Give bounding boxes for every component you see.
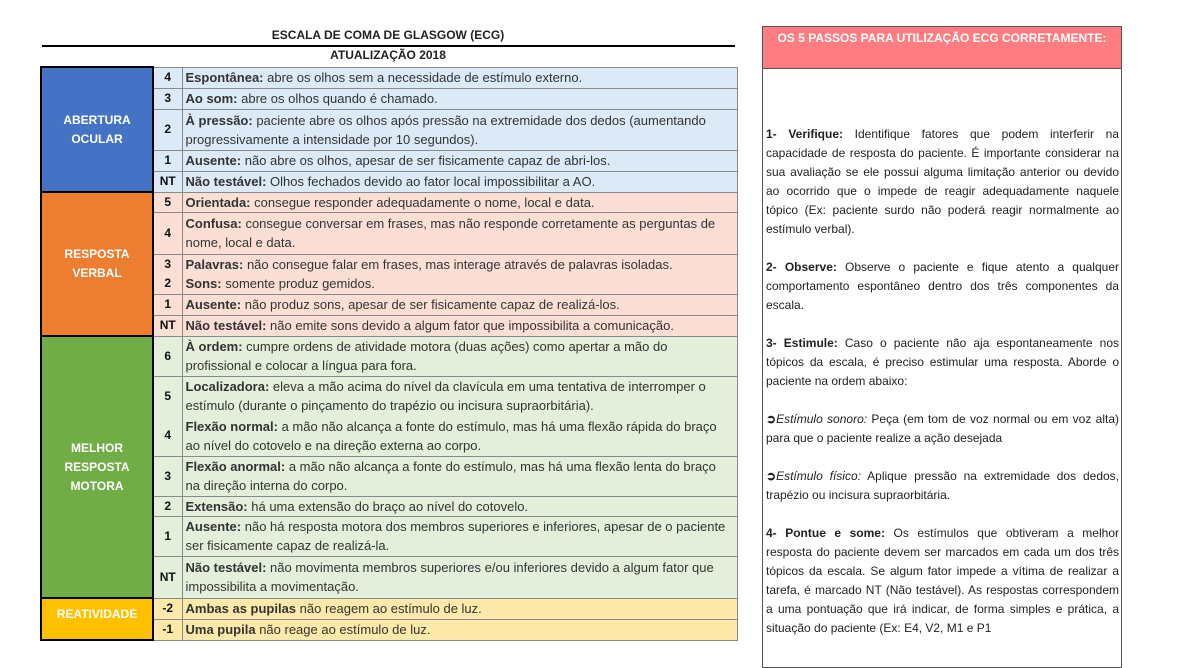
category-ocular: ABERTURA OCULAR bbox=[41, 67, 153, 192]
category-pupilar: REATIVIDADE bbox=[41, 598, 153, 640]
score-cell: 1 bbox=[153, 150, 182, 171]
description-cell: Uma pupila não reage ao estímulo de luz. bbox=[182, 619, 737, 640]
score-cell: -2 bbox=[153, 598, 182, 619]
description-cell: À ordem: cumpre ordens de atividade motora (duas ações) como apertar a mão do profissional e colocar a língua para fora. bbox=[182, 336, 737, 376]
score-cell: -1 bbox=[153, 619, 182, 640]
step-score: 4- Pontue e some: Os estímulos que obtiveram a melhor resposta do paciente devem ser marcados em cada um dos três tópicos da escala. Se algum fator impede a vítima de realizar a tarefa, é marcado NT (Não testável). As respostas correspondem a uma pontuação que irá indicar, de forma simples e prática, a situação do paciente (Ex: E4, V2, M1 e P1 bbox=[766, 526, 1119, 635]
description-cell: Localizadora: eleva a mão acima do nível da clavícula em uma tentativa de interromper o estímulo (durante o pinçamento do trapézio ou incisura supraorbitária). bbox=[182, 376, 737, 416]
score-cell: 2 bbox=[153, 274, 182, 294]
score-cell: 2 bbox=[153, 109, 182, 150]
description-cell: Ausente: não abre os olhos, apesar de ser fisicamente capaz de abri-los. bbox=[182, 150, 737, 171]
step-verify: 1- Verifique: Identifique fatores que podem interferir na capacidade de resposta do paciente. É importante considerar na sua avaliação se ele possui alguma limitação anterior ou devido ao ocorrido que o impede de reagir adequadamente naquele tópico (Ex: paciente surdo não poderá reagir normalmente ao estímulo verbal). bbox=[766, 127, 1119, 236]
score-cell: 2 bbox=[153, 496, 182, 516]
category-motora: MELHOR RESPOSTA MOTORA bbox=[41, 336, 153, 598]
step-observe: 2- Observe: Observe o paciente e fique atento a qualquer comportamento espontâneo dentro dos três componentes da escala. bbox=[766, 260, 1119, 312]
description-cell: Orientada: consegue responder adequadamente o nome, local e data. bbox=[182, 192, 737, 212]
score-cell: 4 bbox=[153, 416, 182, 456]
description-cell: Não testável: Olhos fechados devido ao fator local impossibilitar a AO. bbox=[182, 171, 737, 192]
table-row bbox=[41, 67, 737, 88]
description-cell: Ausente: não há resposta motora dos membros superiores e inferiores, apesar de o paciente ser fisicamente capaz de realizá-la. bbox=[182, 516, 737, 556]
score-cell: 3 bbox=[153, 88, 182, 109]
score-cell: 4 bbox=[153, 212, 182, 254]
page-subtitle: ATUALIZAÇÃO 2018 bbox=[330, 48, 446, 62]
description-cell: Confusa: consegue conversar em frases, mas não responde corretamente as perguntas de nome, local e data. bbox=[182, 212, 737, 254]
page-title: ESCALA DE COMA DE GLASGOW (ECG) bbox=[271, 28, 505, 42]
description-cell: Flexão normal: a mão não alcança a fonte do estímulo, mas há uma flexão rápida do braço ao nível do cotovelo e na direção externa ao corpo. bbox=[182, 416, 737, 456]
steps-body bbox=[763, 69, 1121, 638]
table-row bbox=[41, 336, 737, 376]
score-cell: NT bbox=[153, 556, 182, 598]
score-cell: 5 bbox=[153, 376, 182, 416]
score-cell: 3 bbox=[153, 254, 182, 274]
description-cell: Ambas as pupilas não reagem ao estímulo de luz. bbox=[182, 598, 737, 619]
step-stimulate: 3- Estimule: Caso o paciente não aja espontaneamente nos tópicos da escala, é preciso estimular uma resposta. Aborde o paciente na ordem abaixo: bbox=[766, 336, 1119, 388]
score-cell: 1 bbox=[153, 294, 182, 315]
score-cell: 6 bbox=[153, 336, 182, 376]
score-cell: NT bbox=[153, 171, 182, 192]
description-cell: Palavras: não consegue falar em frases, mas interage através de palavras isoladas. bbox=[182, 254, 737, 274]
steps-title: OS 5 PASSOS PARA UTILIZAÇÃO ECG CORRETAMENTE: bbox=[763, 27, 1121, 69]
score-cell: 1 bbox=[153, 516, 182, 556]
table-row bbox=[41, 598, 737, 619]
description-cell: Ao som: abre os olhos quando é chamado. bbox=[182, 88, 737, 109]
arrow-icon: ➲ bbox=[766, 469, 777, 483]
steps-panel bbox=[762, 26, 1122, 668]
description-cell: Não testável: não movimenta membros superiores e/ou inferiores devido a algum fator que impossibilita a movimentação. bbox=[182, 556, 737, 598]
category-verbal: RESPOSTA VERBAL bbox=[41, 192, 153, 336]
description-cell: Extensão: há uma extensão do braço ao nível do cotovelo. bbox=[182, 496, 737, 516]
score-cell: 5 bbox=[153, 192, 182, 212]
score-cell: NT bbox=[153, 315, 182, 336]
score-cell: 3 bbox=[153, 456, 182, 496]
arrow-icon: ➲ bbox=[766, 412, 777, 426]
score-cell: 4 bbox=[153, 67, 182, 88]
title-divider bbox=[42, 45, 735, 47]
stimulus-sound: ➲Estímulo sonoro: Peça (em tom de voz normal ou em voz alta) para que o paciente realize a ação desejada bbox=[766, 412, 1119, 445]
description-cell: Sons: somente produz gemidos. bbox=[182, 274, 737, 294]
stimulus-physical: ➲Estímulo físico: Aplique pressão na extremidade dos dedos, trapézio ou incisura supraorbitária. bbox=[766, 469, 1120, 502]
description-cell: À pressão: paciente abre os olhos após pressão na extremidade dos dedos (aumentando progressivamente a intensidade por 10 segundos). bbox=[182, 109, 737, 150]
table-row bbox=[41, 192, 737, 212]
description-cell: Não testável: não emite sons devido a algum fator que impossibilita a comunicação. bbox=[182, 315, 737, 336]
glasgow-table bbox=[40, 66, 738, 641]
description-cell: Ausente: não produz sons, apesar de ser fisicamente capaz de realizá-los. bbox=[182, 294, 737, 315]
description-cell: Espontânea: abre os olhos sem a necessidade de estímulo externo. bbox=[182, 67, 737, 88]
description-cell: Flexão anormal: a mão não alcança a fonte do estímulo, mas há uma flexão lenta do braço na direção interna do corpo. bbox=[182, 456, 737, 496]
